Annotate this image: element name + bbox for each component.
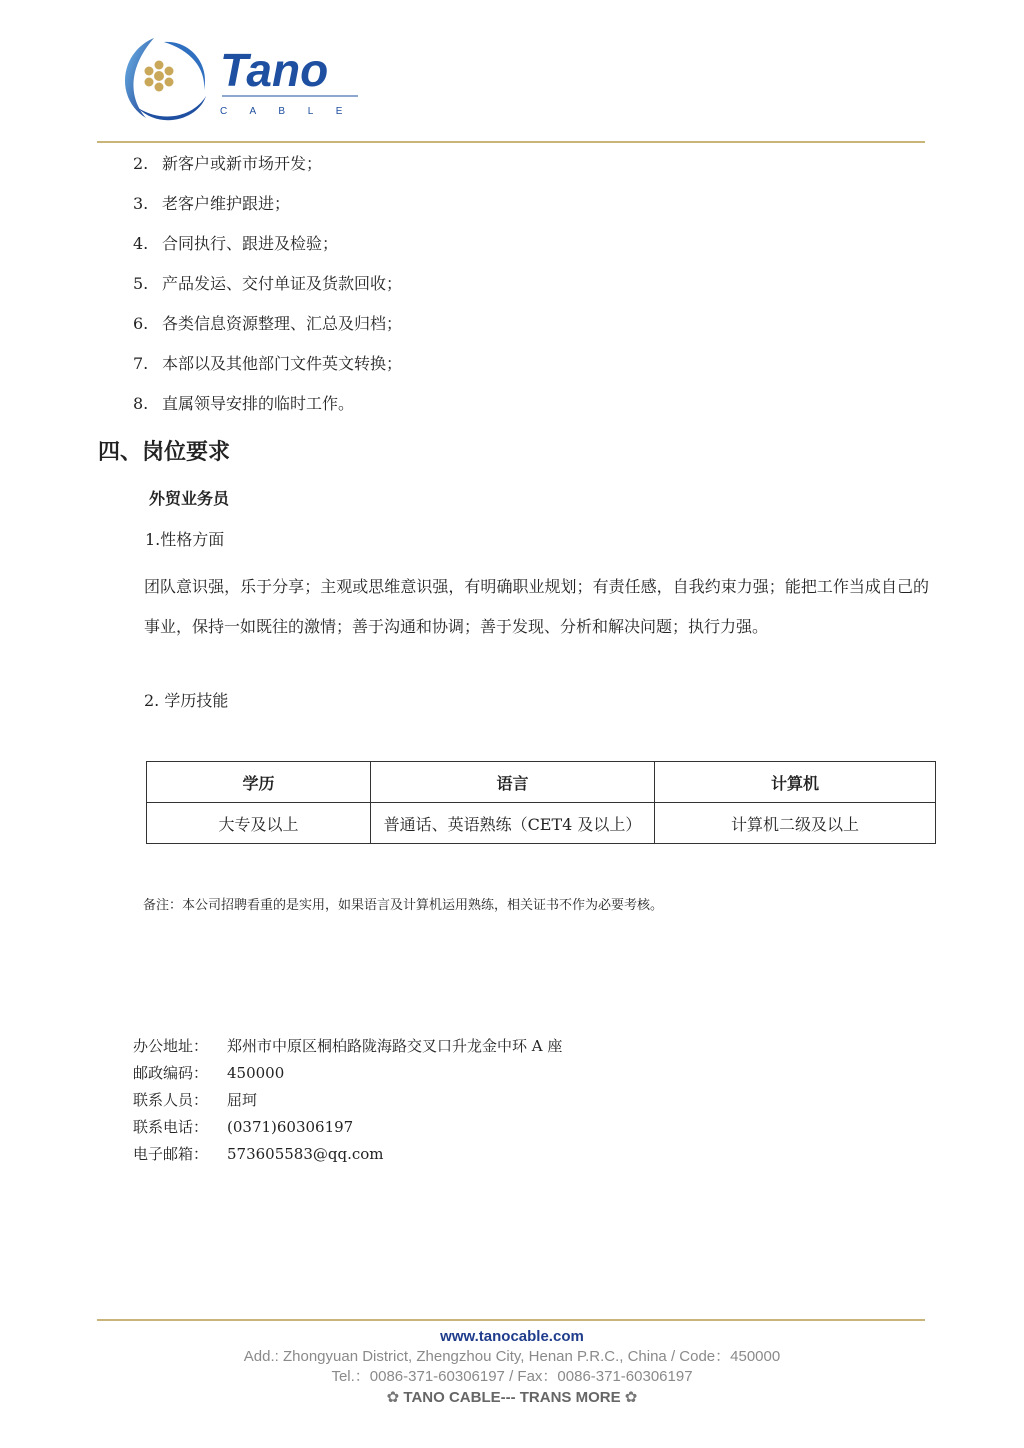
personality-paragraph: 团队意识强，乐于分享；主观或思维意识强，有明确职业规划；有责任感，自我约束力强；能把工作当成自己的事业，保持一如既往的激情；善于沟通和协调；善于发现、分析和解决问题；执行力强。 — [144, 577, 929, 636]
logo-wordmark: Tano — [220, 44, 329, 96]
list-item: 4. 合同执行、跟进及检验； — [133, 234, 339, 253]
footer-slogan: ✿ TANO CABLE--- TRANS MORE ✿ — [386, 1389, 638, 1406]
remark-note: 备注：本公司招聘看重的是实用，如果语言及计算机运用熟练，相关证书不作为必要考核。 — [143, 898, 664, 913]
personality-heading: 1.性格方面 — [145, 530, 225, 549]
contact-postcode: 邮政编码： 450000 — [133, 1064, 285, 1082]
list-item: 3. 老客户维护跟进； — [133, 194, 291, 213]
table-header-cell: 语言 — [371, 762, 655, 803]
flower-icon: ✿ — [386, 1389, 400, 1406]
website-link[interactable]: www.tanocable.com — [440, 1328, 584, 1345]
table-cell: 普通话、英语熟练（CET4 及以上） — [371, 803, 655, 844]
contact-address: 办公地址： 郑州市中原区桐柏路陇海路交叉口升龙金中环 A 座 — [133, 1037, 563, 1055]
table-header-cell: 计算机 — [655, 762, 936, 803]
contact-info — [133, 1033, 562, 1168]
position-title: 外贸业务员 — [149, 489, 230, 508]
contact-person: 联系人员： 屈珂 — [133, 1091, 258, 1109]
table-cell: 大专及以上 — [147, 803, 371, 844]
list-item: 6. 各类信息资源整理、汇总及归档； — [133, 314, 403, 333]
requirements-table — [146, 761, 936, 844]
header-divider — [97, 141, 925, 143]
flower-icon: ✿ — [624, 1389, 638, 1406]
contact-email: 电子邮箱： 573605583@qq.com — [133, 1145, 384, 1163]
contact-phone: 联系电话： (0371)60306197 — [133, 1118, 354, 1136]
table-header-row — [147, 762, 936, 803]
list-item: 2. 新客户或新市场开发； — [133, 154, 323, 173]
list-item: 7. 本部以及其他部门文件英文转换； — [133, 354, 403, 373]
footer-address: Add.: Zhongyuan District, Zhengzhou City, Henan P.R.C., China / Code：450000 — [243, 1348, 781, 1365]
list-item: 8. 直属领导安排的临时工作。 — [133, 394, 355, 413]
table-row — [147, 803, 936, 844]
list-item: 5. 产品发运、交付单证及货款回收； — [133, 274, 403, 293]
table-cell: 计算机二级及以上 — [655, 803, 936, 844]
education-heading: 2. 学历技能 — [144, 691, 229, 710]
footer-divider — [97, 1319, 925, 1321]
logo-subtitle: C A B L E — [220, 106, 353, 117]
duty-list — [133, 150, 402, 430]
table-header-cell: 学历 — [147, 762, 371, 803]
section-title: 四、岗位要求 — [98, 440, 231, 465]
company-logo — [112, 30, 372, 130]
page-footer — [0, 1326, 1024, 1409]
footer-phone-fax: Tel.：0086-371-60306197 / Fax：0086-371-60306197 — [331, 1368, 693, 1385]
